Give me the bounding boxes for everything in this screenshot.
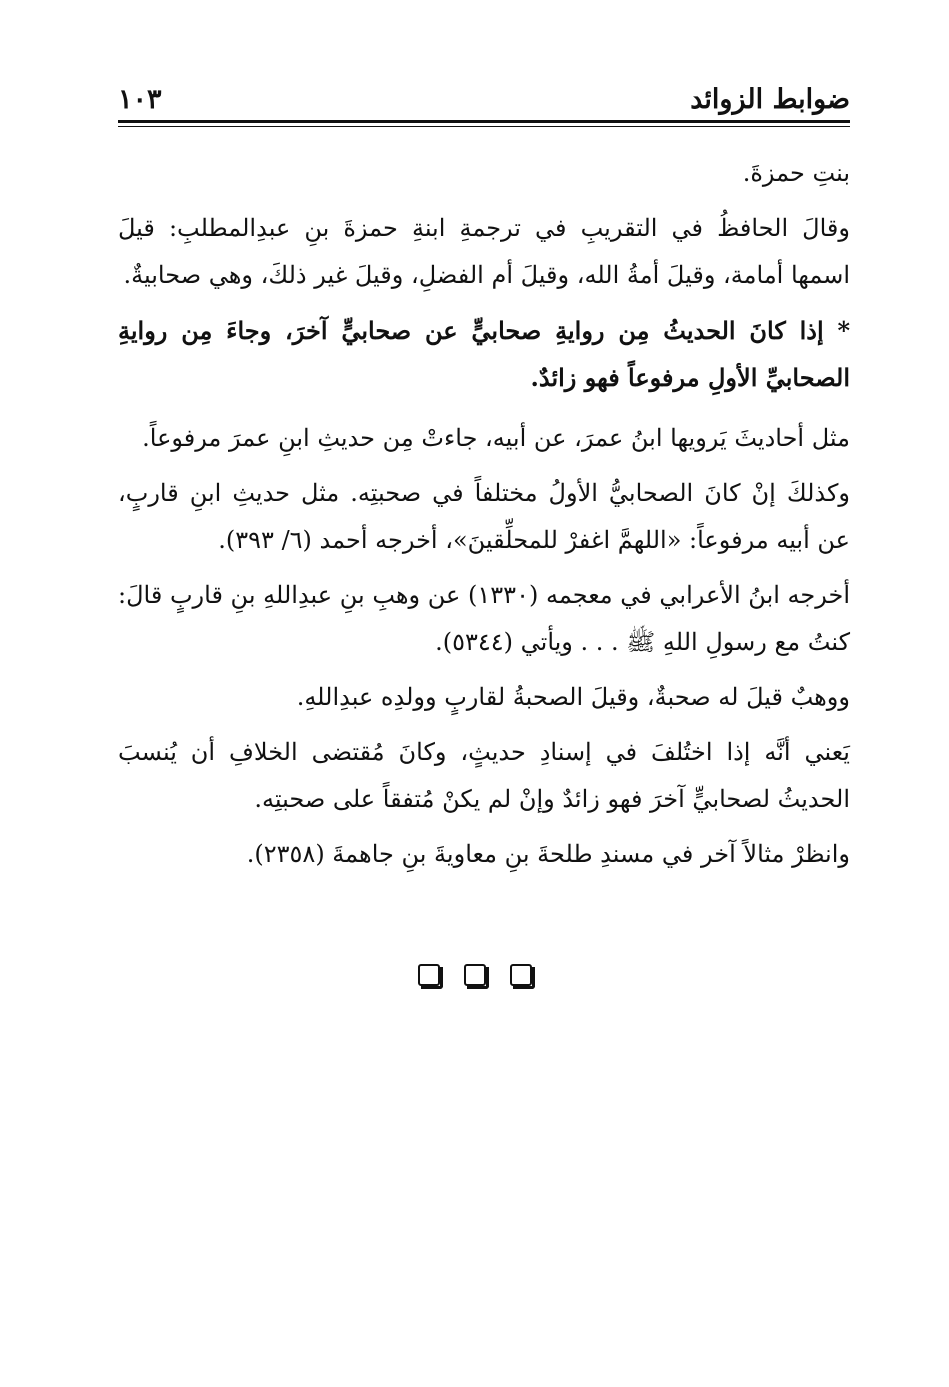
paragraph-7: يَعني أنَّه إذا اختُلفَ في إسنادِ حديثٍ، وكانَ مُقتضى الخلافِ أن يُنسبَ الحديثُ لصحابيٍّ آخرَ فهو زائدٌ وإنْ لم يكنْ مُتفقاً على صحبتِه. [118, 738, 850, 813]
page-header [118, 80, 850, 120]
paragraph-6: ووهبٌ قيلَ له صحبةٌ، وقيلَ الصحبةُ لقاربٍ وولدِه عبدِاللهِ. [296, 683, 850, 711]
box-icon [418, 964, 440, 986]
paragraph-1: بنتِ حمزةَ. [742, 159, 850, 187]
paragraph-5: أخرجه ابنُ الأعرابي في معجمه (١٣٣٠) عن وهبِ بنِ عبدِاللهِ بنِ قاربٍ قالَ: كنتُ مع رسولِ اللهِ ﷺ . . . ويأتي (٥٣٤٤). [118, 581, 850, 656]
box-icon [464, 964, 486, 986]
paragraph-4: وكذلكَ إنْ كانَ الصحابيُّ الأولُ مختلفاً في صحبتِه. مثل حديثِ ابنِ قاربٍ، عن أبيه مرفوعاً: «اللهمَّ اغفرْ للمحلِّقينَ»، أخرجه أحمد (٦/ ٣٩٣). [118, 479, 850, 554]
box-icon [510, 964, 532, 986]
page-number: ١٠٣ [118, 84, 162, 115]
paragraph-8: وانظرْ مثالاً آخر في مسندِ طلحةَ بنِ معاويةَ بنِ جاهمةَ (٢٣٥٨). [246, 840, 850, 868]
paragraph-2: وقالَ الحافظُ في التقريبِ في ترجمةِ ابنةِ حمزةَ بنِ عبدِالمطلبِ: قيلَ اسمها أمامة، وقيلَ أمةُ الله، وقيلَ أم الفضلِ، وقيلَ غير ذلكَ، وهي صحابيةٌ. [118, 214, 850, 289]
running-title: ضوابط الزوائد [690, 84, 850, 115]
section-separator [0, 964, 949, 990]
header-rule-thick [118, 120, 850, 123]
page-body [118, 150, 850, 886]
paragraph-3: مثل أحاديثَ يَرويها ابنُ عمرَ، عن أبيه، جاءتْ مِن حديثِ ابنِ عمرَ مرفوعاً. [142, 424, 850, 452]
header-rule-thin [118, 126, 850, 127]
rule-heading: * إذا كانَ الحديثُ مِن روايةِ صحابيٍّ عن صحابيٍّ آخرَ، وجاءَ مِن روايةِ الصحابيِّ الأولِ مرفوعاً فهو زائدٌ. [118, 316, 850, 392]
